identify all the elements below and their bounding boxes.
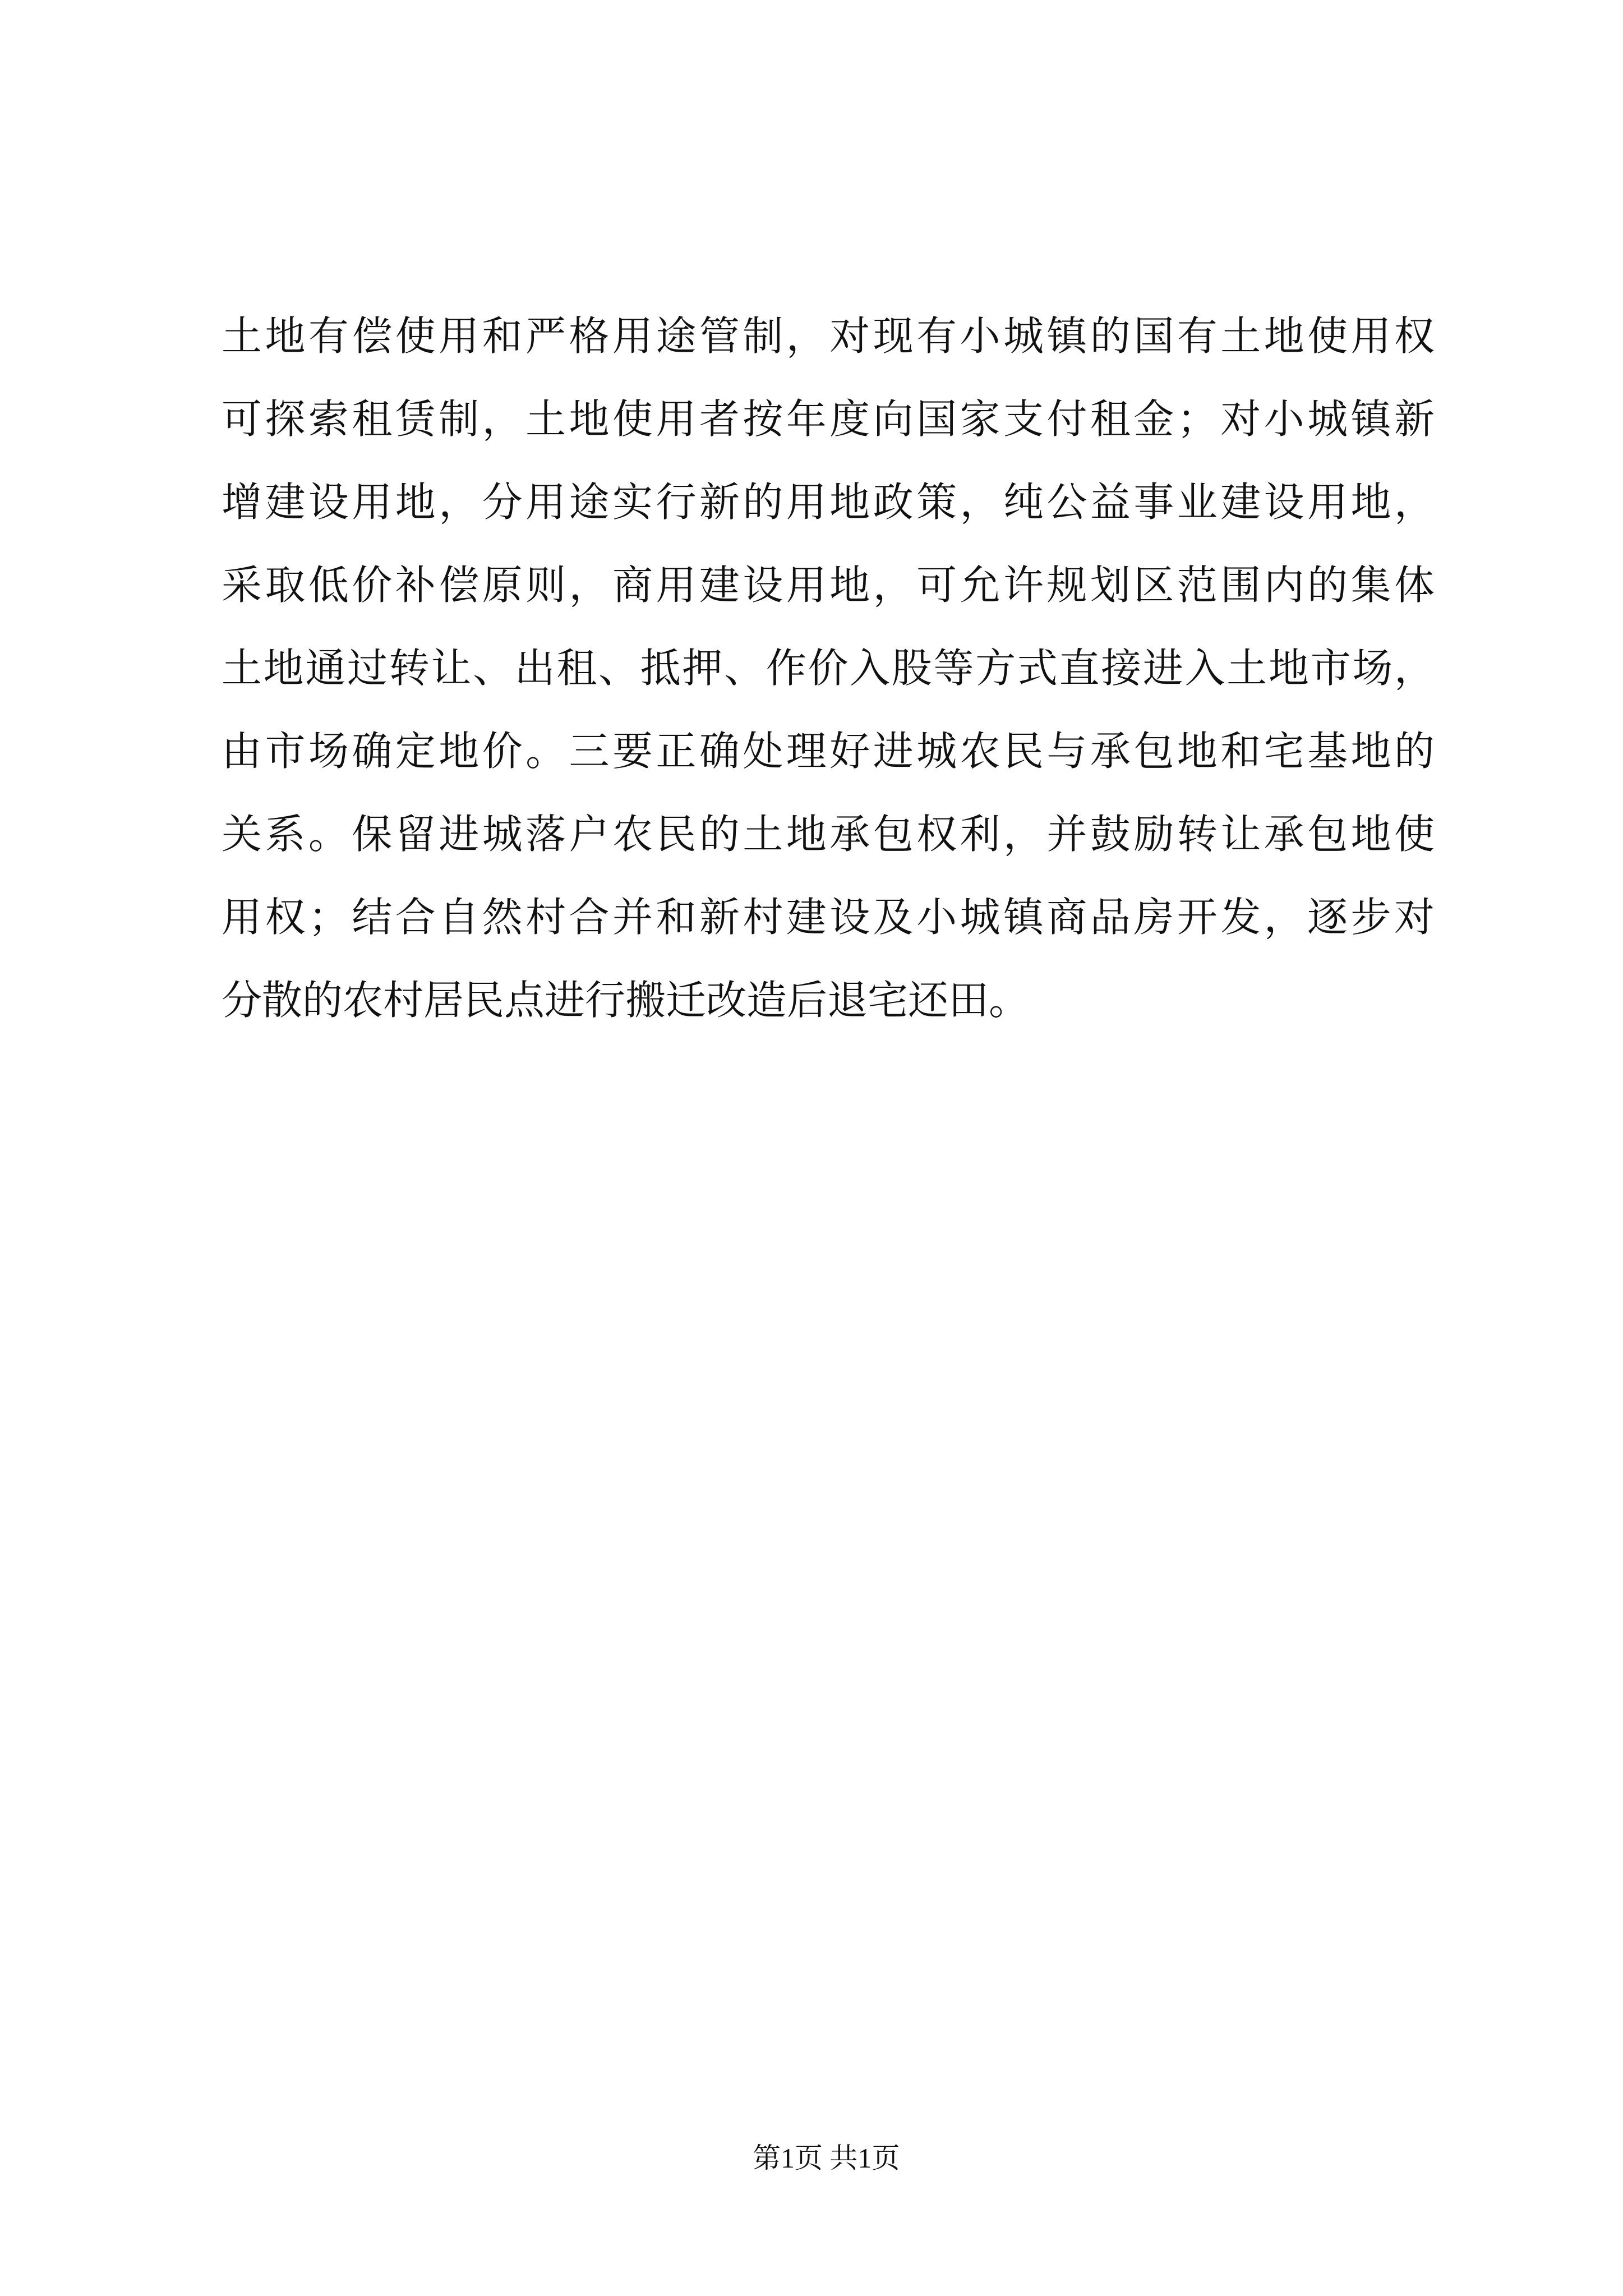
paragraph-line: 土地有偿使用和严格用途管制，对现有小城镇的国有土地使用权 xyxy=(222,314,1435,359)
paragraph-line: 增建设用地，分用途实行新的用地政策，纯公益事业建设用地， xyxy=(222,480,1435,525)
paragraph-line: 土地通过转让、出租、抵押、作价入股等方式直接进入土地市场， xyxy=(222,646,1435,691)
paragraph-line: 采取低价补偿原则，商用建设用地，可允许规划区范围内的集体 xyxy=(222,563,1435,608)
paragraph-line: 可探索租赁制，土地使用者按年度向国家支付租金；对小城镇新 xyxy=(222,397,1435,442)
body-paragraph xyxy=(222,295,1435,1042)
paragraph-line-last: 分散的农村居民点进行搬迁改造后退宅还田。 xyxy=(222,978,1030,1023)
paragraph-line: 用权；结合自然村合并和新村建设及小城镇商品房开发，逐步对 xyxy=(222,895,1435,940)
paragraph-line: 关系。保留进城落户农民的土地承包权利，并鼓励转让承包地使 xyxy=(222,812,1435,857)
page-number-footer: 第1页 共1页 xyxy=(753,2142,900,2174)
paragraph-line: 由市场确定地价。三要正确处理好进城农民与承包地和宅基地的 xyxy=(222,729,1435,774)
